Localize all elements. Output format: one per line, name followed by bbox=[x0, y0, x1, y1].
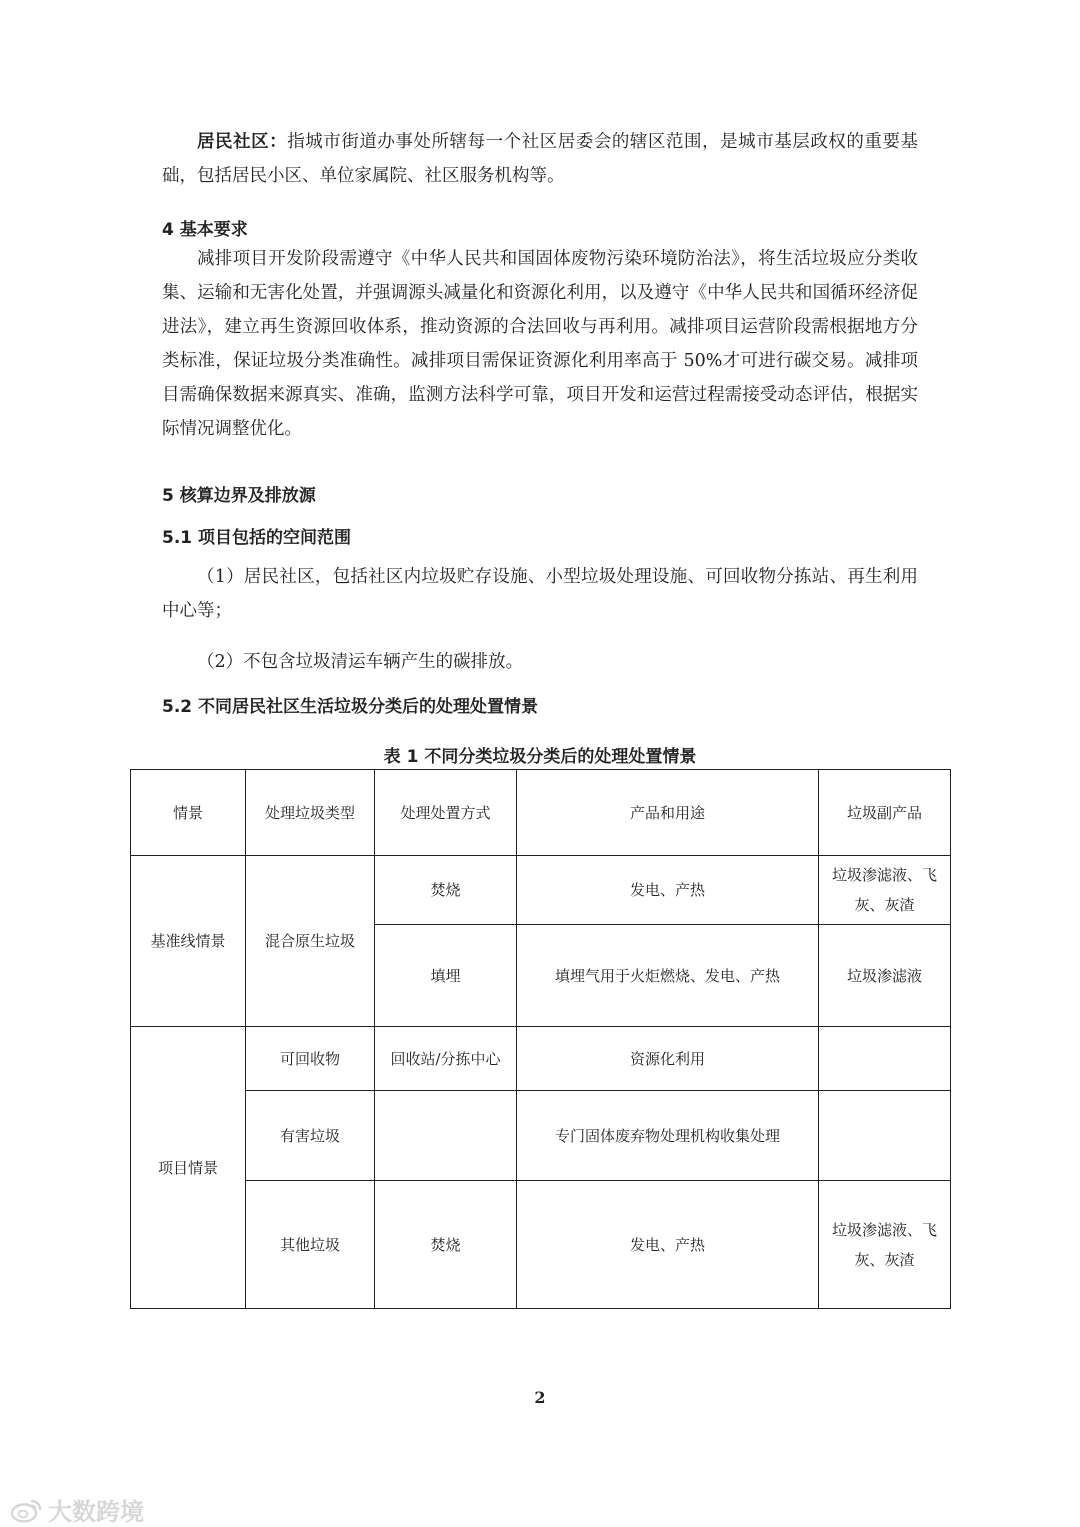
watermark bbox=[10, 1492, 144, 1527]
header-cell: 情景 bbox=[131, 770, 246, 856]
use-cell: 填埋气用于火炬燃烧、发电、产热 bbox=[517, 925, 819, 1027]
method-cell: 填埋 bbox=[375, 925, 517, 1027]
scope-item-1: （1）居民社区，包括社区内垃圾贮存设施、小型垃圾处理设施、可回收物分拣站、再生利用中心等； bbox=[162, 567, 918, 621]
use-cell: 专门固体废弃物处理机构收集处理 bbox=[517, 1091, 819, 1181]
table-row bbox=[131, 1181, 951, 1309]
definition-term: 居民社区： bbox=[197, 132, 288, 152]
byproduct-cell: 垃圾渗滤液、飞灰、灰渣 bbox=[819, 1181, 951, 1309]
method-cell bbox=[375, 1091, 517, 1181]
definition-residential-community bbox=[162, 125, 918, 193]
section-5-2-heading: 5.2 不同居民社区生活垃圾分类后的处理处置情景 bbox=[162, 697, 539, 717]
table-header-row bbox=[131, 770, 951, 856]
table-row bbox=[131, 856, 951, 925]
definition-text: 指城市街道办事处所辖每一个社区居委会的辖区范围，是城市基层政权的重要基础，包括居民小区、单位家属院、社区服务机构等。 bbox=[162, 132, 919, 186]
table-row bbox=[131, 1091, 951, 1181]
method-cell: 焚烧 bbox=[375, 856, 517, 925]
header-cell: 处理垃圾类型 bbox=[246, 770, 375, 856]
waste-type-cell: 混合原生垃圾 bbox=[246, 856, 375, 1027]
section-4-heading: 4 基本要求 bbox=[162, 220, 248, 240]
table-row bbox=[131, 1027, 951, 1091]
method-cell: 回收站/分拣中心 bbox=[375, 1027, 517, 1091]
scenario-cell: 项目情景 bbox=[131, 1027, 246, 1309]
byproduct-cell: 垃圾渗滤液、飞灰、灰渣 bbox=[819, 856, 951, 925]
method-cell: 焚烧 bbox=[375, 1181, 517, 1309]
header-cell: 垃圾副产品 bbox=[819, 770, 951, 856]
page-number: 2 bbox=[534, 1388, 546, 1407]
disposal-scenarios-table bbox=[130, 769, 951, 1309]
waste-type-cell: 其他垃圾 bbox=[246, 1181, 375, 1309]
section-5-1-heading: 5.1 项目包括的空间范围 bbox=[162, 528, 352, 548]
section-4-body: 减排项目开发阶段需遵守《中华人民共和国固体废物污染环境防治法》，将生活垃圾应分类收集、运输和无害化处置，并强调源头减量化和资源化利用，以及遵守《中华人民共和国循环经济促进法》，建立再生资源回收体系，推动资源的合法回收与再利用。减排项目运营阶段需根据地方分类标准，保证垃圾分类准确性。减排项目需保证资源化利用率高于 50%才可进行碳交易。减排项目需确保数据来源真实、准确，监测方法科学可靠，项目开发和运营过程需接受动态评估，根据实际情况调整优化。 bbox=[162, 249, 918, 439]
byproduct-cell bbox=[819, 1091, 951, 1181]
watermark-text: 大数跨境 bbox=[48, 1498, 144, 1526]
byproduct-cell: 垃圾渗滤液 bbox=[819, 925, 951, 1027]
use-cell: 发电、产热 bbox=[517, 856, 819, 925]
byproduct-cell bbox=[819, 1027, 951, 1091]
use-cell: 发电、产热 bbox=[517, 1181, 819, 1309]
scope-item-2: （2）不包含垃圾清运车辆产生的碳排放。 bbox=[197, 652, 524, 672]
section-5-heading: 5 核算边界及排放源 bbox=[162, 486, 316, 506]
waste-type-cell: 可回收物 bbox=[246, 1027, 375, 1091]
waste-type-cell: 有害垃圾 bbox=[246, 1091, 375, 1181]
header-cell: 处理处置方式 bbox=[375, 770, 517, 856]
weibo-logo-icon bbox=[10, 1496, 44, 1524]
use-cell: 资源化利用 bbox=[517, 1027, 819, 1091]
table-caption: 表 1 不同分类垃圾分类后的处理处置情景 bbox=[383, 747, 697, 767]
scenario-cell: 基准线情景 bbox=[131, 856, 246, 1027]
header-cell: 产品和用途 bbox=[517, 770, 819, 856]
